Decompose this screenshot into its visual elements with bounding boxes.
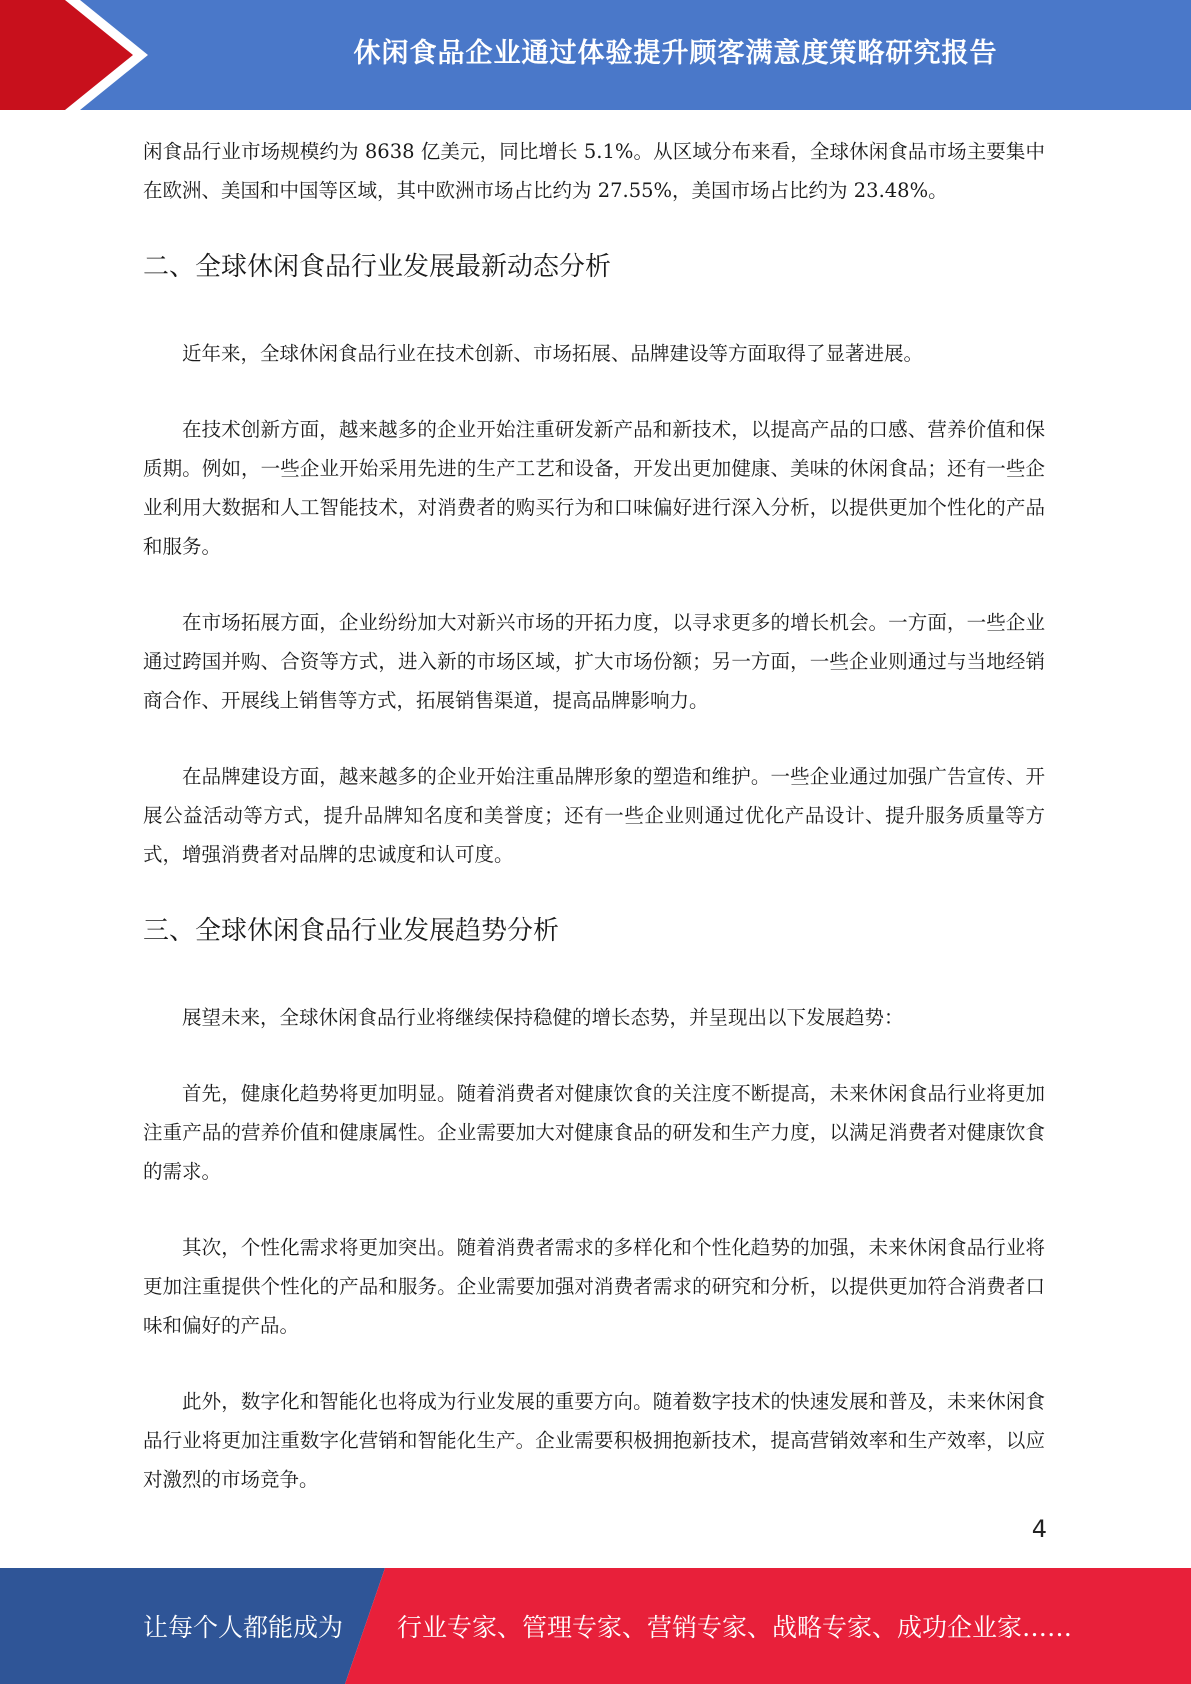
section2-paragraph-3: 在市场拓展方面，企业纷纷加大对新兴市场的开拓力度，以寻求更多的增长机会。一方面，一些企业通过跨国并购、合资等方式，进入新的市场区域，扩大市场份额；另一方面，一些企业则通过与当地经销商合作、开展线上销售等方式，拓展销售渠道，提高品牌影响力。	[143, 611, 1045, 712]
intro-paragraph: 闲食品行业市场规模约为 8638 亿美元，同比增长 5.1%。从区域分布来看，全球休闲食品市场主要集中在欧洲、美国和中国等区域，其中欧洲市场占比约为 27.55%，美国市场占比约为 23.48%。	[143, 140, 1045, 202]
section-heading-3: 三、全球休闲食品行业发展趋势分析	[143, 916, 560, 946]
section3-paragraph-4: 此外，数字化和智能化也将成为行业发展的重要方向。随着数字技术的快速发展和普及，未来休闲食品行业将更加注重数字化营销和智能化生产。企业需要积极拥抱新技术，提高营销效率和生产效率，以应对激烈的市场竞争。	[143, 1390, 1045, 1491]
section2-paragraph-2: 在技术创新方面，越来越多的企业开始注重研发新产品和新技术，以提高产品的口感、营养价值和保质期。例如，一些企业开始采用先进的生产工艺和设备，开发出更加健康、美味的休闲食品；还有一些企业利用大数据和人工智能技术，对消费者的购买行为和口味偏好进行深入分析，以提供更加个性化的产品和服务。	[143, 418, 1045, 558]
section2-paragraph-4: 在品牌建设方面，越来越多的企业开始注重品牌形象的塑造和维护。一些企业通过加强广告宣传、开展公益活动等方式，提升品牌知名度和美誉度；还有一些企业则通过优化产品设计、提升服务质量等方式，增强消费者对品牌的忠诚度和认可度。	[143, 765, 1045, 866]
section3-paragraph-2: 首先，健康化趋势将更加明显。随着消费者对健康饮食的关注度不断提高，未来休闲食品行业将更加注重产品的营养价值和健康属性。企业需要加大对健康食品的研发和生产力度，以满足消费者对健康饮食的需求。	[143, 1082, 1045, 1183]
page-content	[143, 132, 1045, 1499]
section2-paragraph-1: 近年来，全球休闲食品行业在技术创新、市场拓展、品牌建设等方面取得了显著进展。	[182, 342, 924, 365]
section3-paragraph-3: 其次，个性化需求将更加突出。随着消费者需求的多样化和个性化趋势的加强，未来休闲食品行业将更加注重提供个性化的产品和服务。企业需要加强对消费者需求的研究和分析，以提供更加符合消费者口味和偏好的产品。	[143, 1236, 1045, 1337]
page-footer	[0, 1568, 1191, 1684]
footer-slogan-left: 让每个人都能成为	[143, 1613, 344, 1642]
report-title: 休闲食品企业通过体验提升顾客满意度策略研究报告	[353, 37, 998, 69]
page-header	[0, 0, 1191, 110]
section-heading-2: 二、全球休闲食品行业发展最新动态分析	[143, 252, 612, 282]
page-number: 4	[1031, 1515, 1047, 1543]
footer-slogan-right: 行业专家、管理专家、营销专家、战略专家、成功企业家……	[397, 1613, 1073, 1642]
section3-paragraph-1: 展望未来，全球休闲食品行业将继续保持稳健的增长态势，并呈现出以下发展趋势：	[182, 1006, 904, 1029]
